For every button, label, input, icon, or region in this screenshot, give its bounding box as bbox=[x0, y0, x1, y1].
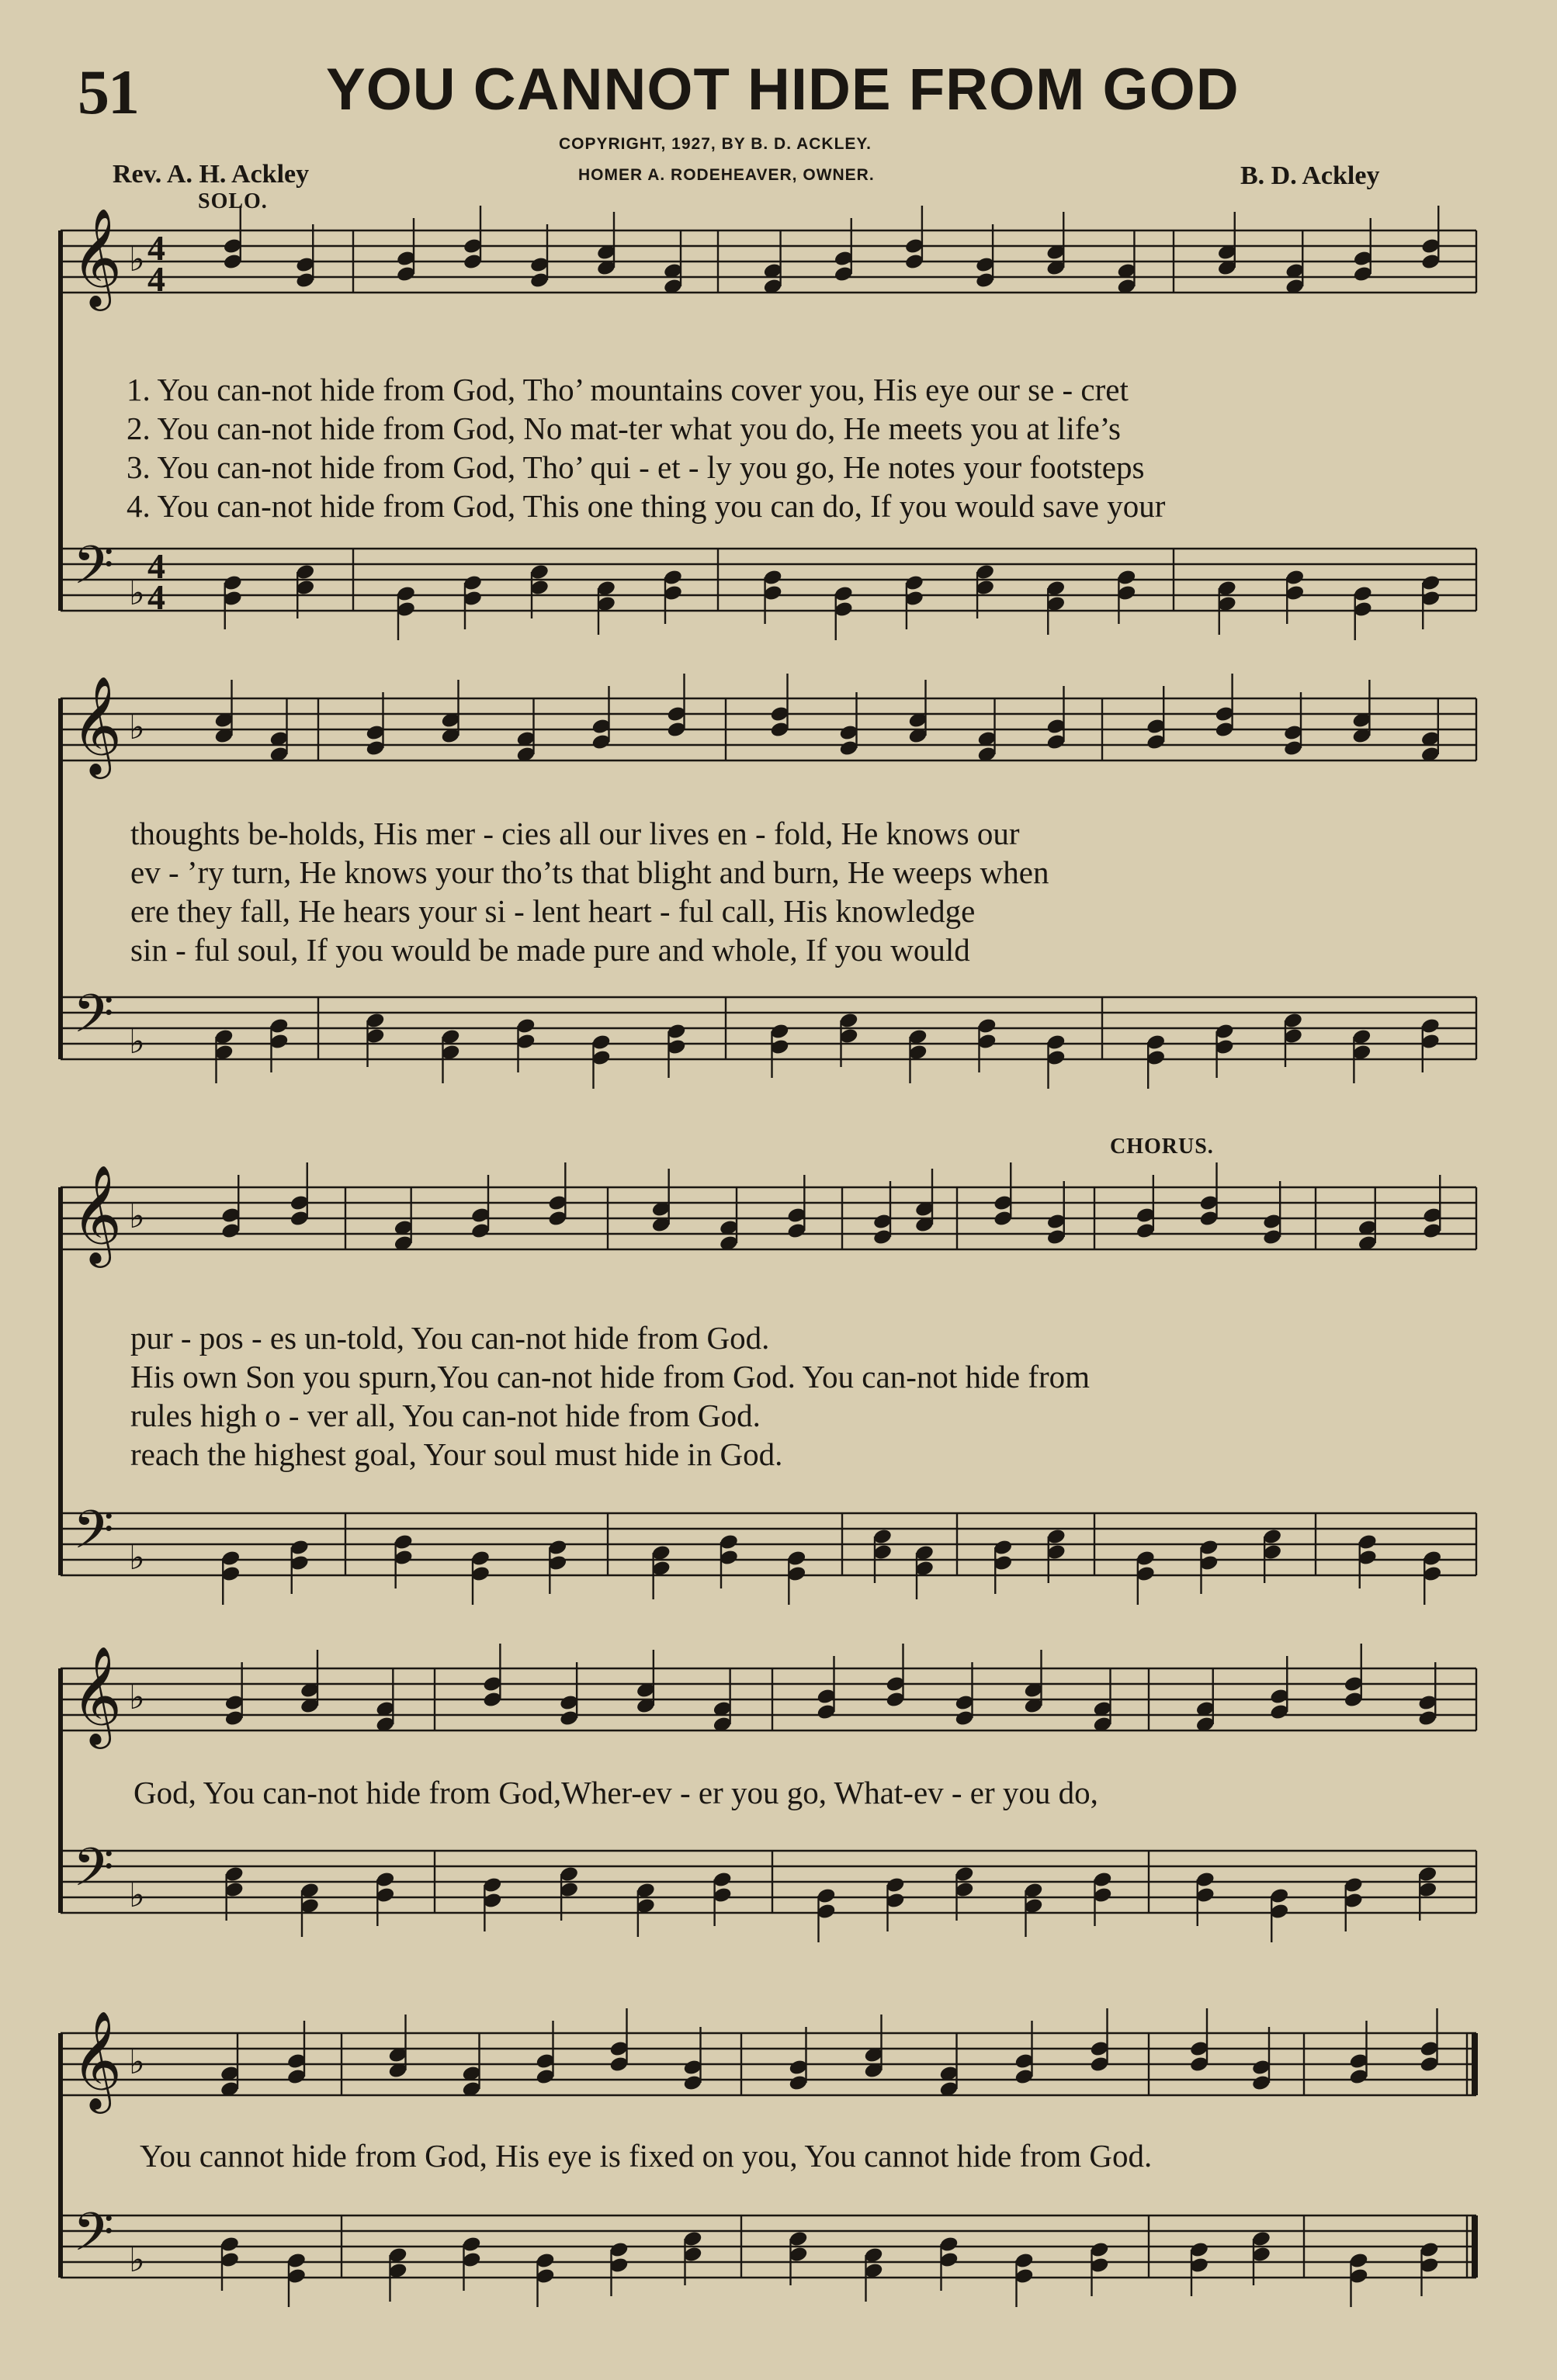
lyricist-credit: Rev. A. H. Ackley bbox=[113, 160, 310, 189]
chorus-marking: CHORUS. bbox=[1110, 1135, 1214, 1159]
lyric-s1-verse4: 4. You can-not hide from God, This one thing you can do, If you would save your bbox=[127, 488, 1166, 524]
treble-clef-icon: 𝄞 bbox=[71, 1645, 123, 1744]
lyric-s3-verse1: pur - pos - es un-told, You can-not hide from God. bbox=[130, 1320, 770, 1356]
bass-clef-icon: 𝄢 bbox=[73, 2202, 114, 2276]
key-flat-icon: ♭ bbox=[129, 1022, 145, 1062]
bass-clef-icon: 𝄢 bbox=[73, 1838, 114, 1911]
time-signature: 4 bbox=[147, 577, 165, 617]
lyric-s1-verse3: 3. You can-not hide from God, Tho’ qui - et - ly you go, He notes your footsteps bbox=[127, 449, 1145, 485]
owner-line: HOMER A. RODEHEAVER, OWNER. bbox=[578, 166, 875, 184]
treble-clef-icon: 𝄞 bbox=[71, 2010, 123, 2109]
key-flat-icon: ♭ bbox=[129, 1678, 145, 1717]
lyric-s2-verse1: thoughts be-holds, His mer - cies all our lives en - fold, He knows our bbox=[130, 816, 1020, 851]
lyric-s1-verse2: 2. You can-not hide from God, No mat-ter what you do, He meets you at life’s bbox=[127, 411, 1122, 446]
treble-clef-icon: 𝄞 bbox=[71, 1164, 123, 1263]
key-flat-icon: ♭ bbox=[129, 1197, 145, 1236]
lyric-s4: God, You can-not hide from God,Wher-ev - er you go, What-ev - er you do, bbox=[134, 1775, 1098, 1810]
treble-clef-icon: 𝄞 bbox=[71, 675, 123, 774]
bass-clef-icon: 𝄢 bbox=[73, 984, 114, 1058]
final-barline bbox=[1472, 2215, 1478, 2278]
key-flat-icon: ♭ bbox=[129, 1876, 145, 1915]
key-flat-icon: ♭ bbox=[129, 2240, 145, 2280]
key-flat-icon: ♭ bbox=[129, 240, 145, 279]
lyric-s5: You cannot hide from God, His eye is fixed on you, You cannot hide from God. bbox=[140, 2138, 1153, 2174]
hymn-title: YOU CANNOT HIDE FROM GOD bbox=[326, 57, 1240, 123]
bass-clef-icon: 𝄢 bbox=[73, 1500, 114, 1574]
lyric-s2-verse3: ere they fall, He hears your si - lent heart - ful call, His knowledge bbox=[130, 893, 976, 929]
lyric-s2-verse4: sin - ful soul, If you would be made pure and whole, If you would bbox=[130, 932, 970, 968]
hymn-number: 51 bbox=[78, 57, 138, 127]
copyright-line: COPYRIGHT, 1927, BY B. D. ACKLEY. bbox=[559, 135, 872, 153]
lyric-s3-verse3: rules high o - ver all, You can-not hide from God. bbox=[130, 1398, 761, 1433]
solo-marking: SOLO. bbox=[198, 189, 268, 213]
time-signature: 4 bbox=[147, 546, 165, 586]
lyric-s3-verse4: reach the highest goal, Your soul must hide in God. bbox=[130, 1436, 783, 1472]
key-flat-icon: ♭ bbox=[129, 708, 145, 747]
time-signature: 4 bbox=[147, 259, 165, 299]
time-signature: 4 bbox=[147, 228, 165, 268]
treble-clef-icon: 𝄞 bbox=[71, 207, 123, 307]
final-barline bbox=[1472, 2033, 1478, 2095]
bass-clef-icon: 𝄢 bbox=[73, 535, 114, 609]
key-flat-icon: ♭ bbox=[129, 573, 145, 613]
lyric-s1-verse1: 1. You can-not hide from God, Tho’ mountains cover you, His eye our se - cret bbox=[127, 372, 1129, 407]
key-flat-icon: ♭ bbox=[129, 1538, 145, 1578]
composer-credit: B. D. Ackley bbox=[1240, 161, 1380, 190]
lyric-s3-verse2: His own Son you spurn,You can-not hide from God. You can-not hide from bbox=[130, 1359, 1091, 1394]
key-flat-icon: ♭ bbox=[129, 2042, 145, 2082]
lyric-s2-verse2: ev - ’ry turn, He knows your tho’ts that blight and burn, He weeps when bbox=[130, 854, 1049, 890]
